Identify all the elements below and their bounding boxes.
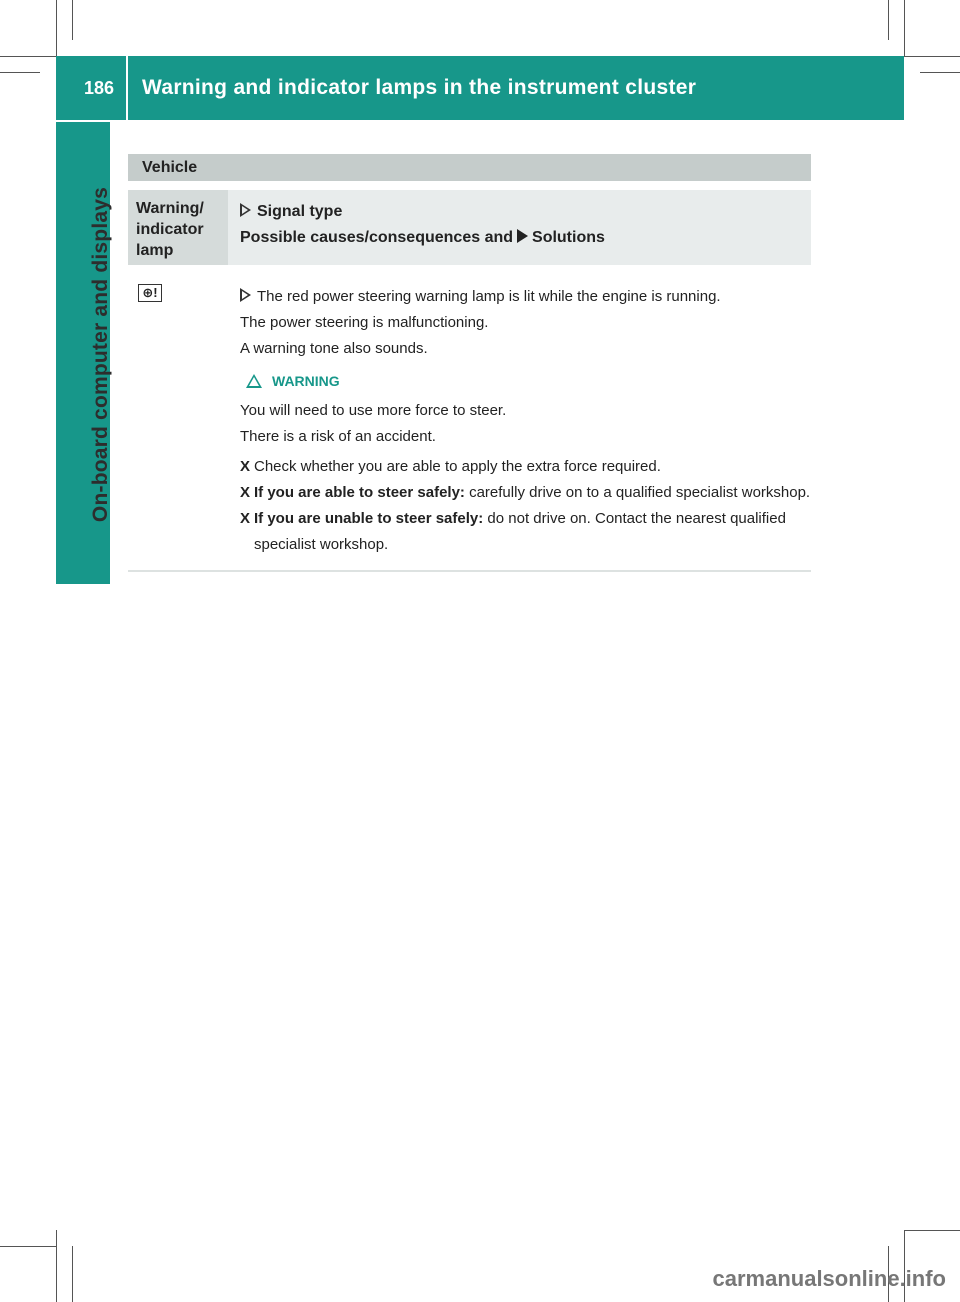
crop-mark xyxy=(56,1230,57,1302)
header-causes-label: Possible causes/consequences and xyxy=(240,229,514,246)
header-solutions-label: Solutions xyxy=(532,229,605,246)
section-title: Vehicle xyxy=(128,154,811,181)
step-bold: If you are able to steer safely: xyxy=(254,484,465,501)
step-text xyxy=(254,480,810,506)
crop-mark xyxy=(888,0,889,40)
header-lamp-line: indicator xyxy=(136,221,204,238)
header-signal-label: Signal type xyxy=(257,203,343,220)
step-body: Check whether you are able to apply the extra force required. xyxy=(254,458,661,475)
crop-mark xyxy=(920,72,960,73)
cause-line: The power steering is malfunctioning. xyxy=(240,314,489,331)
side-tab-label-wrap xyxy=(86,175,116,535)
crop-mark xyxy=(904,0,905,56)
crop-mark xyxy=(72,0,73,40)
solutions-arrow-icon xyxy=(517,229,528,243)
step-text xyxy=(254,454,661,480)
crop-mark xyxy=(904,1230,960,1231)
power-steering-warning-icon: ⊕! xyxy=(138,284,162,302)
header-lamp-column xyxy=(128,190,228,265)
signal-line xyxy=(240,284,811,310)
header-signal-type xyxy=(240,199,811,225)
step-bold: If you are unable to steer safely: xyxy=(254,510,484,527)
warning-lamp-table xyxy=(128,154,811,572)
solution-step xyxy=(240,480,811,506)
header-causes-solutions xyxy=(240,225,811,251)
page-title: Warning and indicator lamps in the instrument cluster xyxy=(142,76,697,99)
signal-type-icon xyxy=(240,203,251,217)
crop-mark xyxy=(0,72,40,73)
side-tab-label: On-board computer and displays xyxy=(89,187,112,523)
crop-mark xyxy=(904,56,960,57)
step-text xyxy=(254,506,811,558)
step-body: carefully drive on to a qualified specialist workshop. xyxy=(464,484,811,501)
header-lamp-line: lamp xyxy=(136,242,174,259)
header-lamp-line: Warning/ xyxy=(136,200,204,217)
signal-type-icon xyxy=(240,288,251,302)
watermark: carmanualsonline.info xyxy=(712,1266,946,1291)
solution-step xyxy=(240,506,811,558)
step-body: do not drive on. Contact the nearest qualified specialist workshop. xyxy=(254,510,786,553)
crop-mark xyxy=(72,1246,73,1302)
signal-text: The red power steering warning lamp is lit while the engine is running. xyxy=(257,288,721,305)
table-row xyxy=(128,274,811,572)
table-header-row xyxy=(128,190,811,265)
step-marker-icon: X xyxy=(240,510,251,527)
warning-triangle-icon xyxy=(246,374,262,388)
cause-line: A warning tone also sounds. xyxy=(240,340,428,357)
warning-heading xyxy=(246,368,811,394)
page-header xyxy=(56,56,904,120)
crop-mark xyxy=(0,56,56,57)
step-marker-icon: X xyxy=(240,484,251,501)
warning-line: There is a risk of an accident. xyxy=(240,428,436,445)
crop-mark xyxy=(56,0,57,56)
step-marker-icon: X xyxy=(240,458,251,475)
description-cell xyxy=(228,274,811,558)
crop-mark xyxy=(0,1246,56,1247)
solution-step xyxy=(240,454,811,480)
warning-line: You will need to use more force to steer. xyxy=(240,402,507,419)
warning-label: WARNING xyxy=(272,373,340,389)
page-number: 186 xyxy=(84,77,115,98)
header-description-column xyxy=(228,190,811,265)
lamp-cell xyxy=(128,274,228,558)
